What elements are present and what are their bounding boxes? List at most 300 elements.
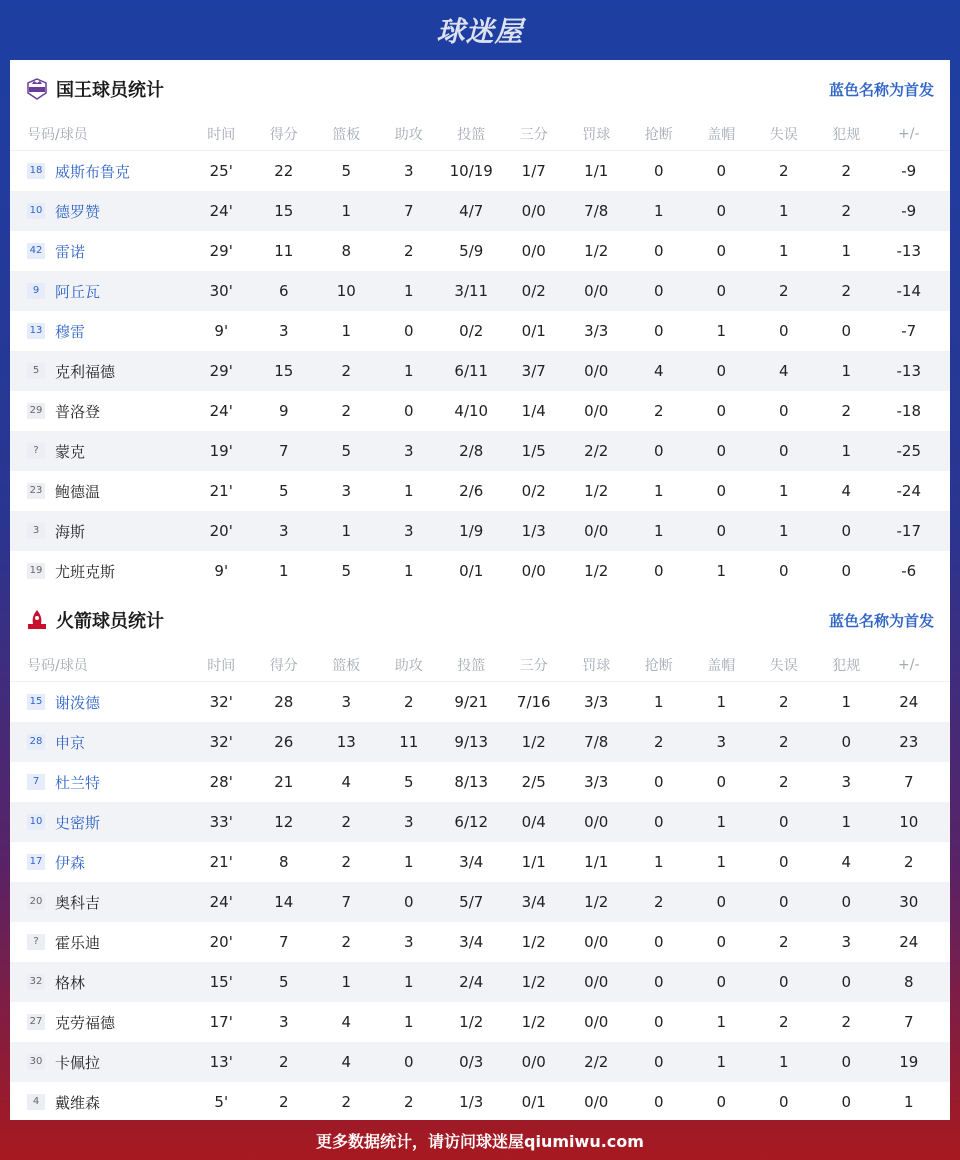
section-title: 火箭球员统计 (56, 611, 164, 632)
stat-cell: 2/5 (521, 773, 546, 791)
starter-legend: 蓝色名称为首发 (828, 80, 934, 99)
stat-cell: 1 (716, 853, 727, 871)
header-cell: 失误 (769, 658, 798, 674)
stat-cell: 1 (403, 482, 414, 500)
stat-cell: 10 (899, 813, 919, 831)
stat-cell: 0 (778, 402, 789, 420)
player-name[interactable]: 威斯布鲁克 (55, 162, 131, 181)
player-cell (10, 1052, 190, 1073)
stat-cell: 2 (341, 813, 352, 831)
player-name[interactable]: 谢泼德 (55, 693, 101, 712)
stat-cell: 4 (341, 773, 352, 791)
stat-cell: 3 (403, 442, 414, 460)
stat-cell: 2 (778, 1013, 789, 1031)
header-cell: 抢断 (644, 127, 673, 143)
stat-cell: 25' (209, 162, 233, 180)
stat-cell: 0/0 (584, 402, 609, 420)
stat-cell: 24 (899, 933, 919, 951)
stat-cell: 7 (341, 893, 352, 911)
stat-cell: 20' (209, 933, 233, 951)
stat-cell: 2 (653, 733, 664, 751)
stat-cell: 2 (403, 242, 414, 260)
stat-cell: 3/4 (459, 933, 484, 951)
stat-cell: 0 (841, 893, 852, 911)
stat-cell: 2/6 (459, 482, 484, 500)
table-row (10, 802, 950, 842)
stat-cell: 7 (903, 1013, 914, 1031)
stat-cell: 8 (278, 853, 289, 871)
stat-cell: 0/0 (521, 562, 546, 580)
stat-cell: 1/2 (521, 973, 546, 991)
stat-cell: 17' (209, 1013, 233, 1031)
stat-cell: 5 (341, 442, 352, 460)
stat-cell: 0 (778, 1093, 789, 1111)
stat-cell: 3 (403, 933, 414, 951)
stat-cell: 0 (716, 402, 727, 420)
jersey-number: 7 (27, 774, 45, 790)
header-cell: +/- (898, 657, 920, 673)
header-cell: 篮板 (332, 127, 361, 143)
section-title-group (26, 76, 164, 102)
stat-cell: 2 (841, 162, 852, 180)
stat-cell: 4 (778, 362, 789, 380)
stat-cell: 1 (341, 522, 352, 540)
stat-cell: 15' (209, 973, 233, 991)
stat-cell: 0 (653, 562, 664, 580)
stat-cell: 7 (278, 933, 289, 951)
player-name[interactable]: 伊森 (55, 853, 86, 872)
stat-cell: 1 (403, 562, 414, 580)
stat-cell: 1/1 (584, 853, 609, 871)
table-row (10, 682, 950, 722)
stat-cell: 1 (403, 973, 414, 991)
stat-cell: 3 (841, 773, 852, 791)
team-section-rockets (10, 591, 950, 1122)
stat-cell: 0 (653, 813, 664, 831)
stat-cell: 3 (841, 933, 852, 951)
jersey-number: 42 (27, 243, 45, 259)
starter-legend: 蓝色名称为首发 (828, 611, 934, 630)
stat-cell: 5/7 (459, 893, 484, 911)
stat-cell: 0 (653, 933, 664, 951)
stat-cell: 0 (653, 1093, 664, 1111)
stats-panel (10, 60, 950, 1120)
stat-cell: 1/2 (521, 733, 546, 751)
stat-cell: 4/7 (459, 202, 484, 220)
stat-cell: 3 (278, 522, 289, 540)
player-cell (10, 772, 190, 793)
jersey-number: 10 (27, 203, 45, 219)
stat-cell: 7/8 (584, 733, 609, 751)
stat-cell: 0 (841, 733, 852, 751)
stat-cell: 0/2 (459, 322, 484, 340)
stat-cell: 1/4 (521, 402, 546, 420)
player-cell (10, 281, 190, 302)
player-name[interactable]: 克利福德 (55, 362, 116, 381)
stat-cell: 1/2 (459, 1013, 484, 1031)
player-name[interactable]: 穆雷 (55, 322, 86, 341)
stat-cell: 1/3 (459, 1093, 484, 1111)
stat-cell: 2 (841, 402, 852, 420)
jersey-number: 5 (27, 363, 45, 379)
stat-cell: 3/4 (521, 893, 546, 911)
player-cell (10, 241, 190, 262)
player-cell (10, 321, 190, 342)
stat-cell: 19 (899, 1053, 919, 1071)
stat-cell: 28' (209, 773, 233, 791)
stat-cell: 11 (399, 733, 419, 751)
stat-cell: -6 (901, 562, 917, 580)
stat-cell: 1/3 (521, 522, 546, 540)
site-logo: 球迷屋 (436, 15, 524, 48)
stat-cell: 0/0 (584, 522, 609, 540)
stat-cell: 30' (209, 282, 233, 300)
table-row (10, 1082, 950, 1122)
stat-cell: 2/4 (459, 973, 484, 991)
stat-cell: 1 (778, 242, 789, 260)
stat-cell: 13' (209, 1053, 233, 1071)
stat-cell: 1 (653, 482, 664, 500)
stat-cell: 1 (716, 1053, 727, 1071)
stat-cell: 2 (341, 853, 352, 871)
jersey-number: 17 (27, 854, 45, 870)
table-row (10, 271, 950, 311)
stat-cell: 0 (716, 242, 727, 260)
stat-cell: 14 (274, 893, 294, 911)
stat-cell: 2 (778, 282, 789, 300)
stat-cell: -9 (901, 162, 917, 180)
stat-cell: 0 (841, 562, 852, 580)
stat-cell: 1 (841, 362, 852, 380)
stat-cell: 0 (778, 973, 789, 991)
stat-cell: 1 (778, 522, 789, 540)
header-cell: 罚球 (582, 658, 611, 674)
stat-cell: 5 (278, 482, 289, 500)
stat-cell: 9/13 (454, 733, 489, 751)
stat-cell: 8/13 (454, 773, 489, 791)
stat-cell: 2 (841, 282, 852, 300)
stat-cell: 15 (274, 202, 294, 220)
header-cell: 投篮 (457, 658, 486, 674)
player-cell (10, 361, 190, 382)
stat-cell: 1 (653, 693, 664, 711)
stat-cell: 0 (716, 773, 727, 791)
stat-cell: 7/8 (584, 202, 609, 220)
stat-cell: 32' (209, 693, 233, 711)
stat-cell: 3 (403, 162, 414, 180)
jersey-number: 27 (27, 1014, 45, 1030)
stat-cell: 0 (403, 322, 414, 340)
stat-cell: 5/9 (459, 242, 484, 260)
header-cell: 投篮 (457, 127, 486, 143)
stat-cell: 0 (403, 402, 414, 420)
jersey-number: 32 (27, 974, 45, 990)
stat-cell: 0/0 (521, 202, 546, 220)
stat-cell: 1/1 (584, 162, 609, 180)
stat-cell: 3/3 (584, 693, 609, 711)
stat-cell: 2 (341, 402, 352, 420)
stat-cell: 2 (778, 773, 789, 791)
jersey-number: 30 (27, 1054, 45, 1070)
section-title-group (26, 607, 164, 633)
stat-cell: 1/2 (521, 1013, 546, 1031)
player-cell (10, 732, 190, 753)
stat-cell: 7/16 (516, 693, 551, 711)
team-section-kings (10, 60, 950, 591)
header-cell: 失误 (769, 127, 798, 143)
jersey-number: 15 (27, 694, 45, 710)
stat-cell: 3 (716, 733, 727, 751)
player-cell (10, 972, 190, 993)
jersey-number: 29 (27, 403, 45, 419)
jersey-number: 4 (27, 1094, 45, 1110)
stat-cell: 0/0 (584, 362, 609, 380)
stat-cell: 28 (274, 693, 294, 711)
jersey-number: 23 (27, 483, 45, 499)
stat-cell: 0 (653, 1013, 664, 1031)
stat-cell: 0/0 (521, 1053, 546, 1071)
stat-cell: 1 (403, 362, 414, 380)
stat-cell: 0 (653, 973, 664, 991)
stat-cell: 0 (716, 522, 727, 540)
stat-cell: 1/9 (459, 522, 484, 540)
stat-cell: 3 (341, 693, 352, 711)
stat-cell: 20' (209, 522, 233, 540)
stat-cell: 1 (341, 322, 352, 340)
stat-cell: 13 (336, 733, 356, 751)
player-cell (10, 161, 190, 182)
stat-cell: 1/2 (584, 893, 609, 911)
player-name[interactable]: 奥科吉 (55, 893, 101, 912)
table-row (10, 391, 950, 431)
stat-cell: -24 (896, 482, 921, 500)
stat-cell: 21' (209, 482, 233, 500)
header-cell: 盖帽 (707, 127, 736, 143)
header-cell: 时间 (207, 658, 236, 674)
stat-cell: 10 (336, 282, 356, 300)
header-cell: 助攻 (394, 658, 423, 674)
table-row (10, 311, 950, 351)
footer-banner[interactable]: 更多数据统计，请访问球迷屋qiumiwu.com (316, 1131, 644, 1151)
stat-cell: 2 (841, 202, 852, 220)
stat-cell: 10/19 (449, 162, 493, 180)
stat-cell: 3/3 (584, 773, 609, 791)
stat-cell: 24' (209, 202, 233, 220)
stat-cell: 1 (403, 853, 414, 871)
table-row (10, 351, 950, 391)
table-row (10, 551, 950, 591)
rockets-logo-icon (26, 609, 48, 631)
stat-cell: 1 (653, 853, 664, 871)
stat-cell: 8 (341, 242, 352, 260)
header-cell: 抢断 (644, 658, 673, 674)
player-cell (10, 1012, 190, 1033)
section-title: 国王球员统计 (56, 80, 164, 101)
stat-cell: 3/7 (521, 362, 546, 380)
stat-cell: 11 (274, 242, 294, 260)
player-name[interactable]: 阿丘瓦 (55, 282, 101, 301)
header-player: 号码/球员 (27, 127, 88, 143)
stat-cell: 0 (403, 893, 414, 911)
stat-cell: 1 (341, 202, 352, 220)
header-cell: 三分 (519, 127, 548, 143)
stat-cell: 7 (278, 442, 289, 460)
stat-cell: 2 (778, 933, 789, 951)
jersey-number: 28 (27, 734, 45, 750)
jersey-number: 19 (27, 563, 45, 579)
header-cell: 犯规 (832, 658, 861, 674)
jersey-number: 9 (27, 283, 45, 299)
player-name[interactable]: 鲍德温 (55, 482, 101, 501)
stat-cell: 1 (716, 813, 727, 831)
player-name[interactable]: 史密斯 (55, 813, 101, 832)
stat-cell: 3 (341, 482, 352, 500)
table-row (10, 231, 950, 271)
stat-cell: 1 (278, 562, 289, 580)
stat-cell: -7 (901, 322, 917, 340)
player-name[interactable]: 申京 (55, 733, 86, 752)
table-header (10, 649, 950, 681)
stat-cell: 1/2 (584, 562, 609, 580)
header-cell: 盖帽 (707, 658, 736, 674)
header-cell: 得分 (269, 127, 298, 143)
stat-cell: 1/7 (521, 162, 546, 180)
stat-cell: 3/11 (454, 282, 489, 300)
player-name[interactable]: 霍乐迪 (55, 933, 101, 952)
table-row (10, 722, 950, 762)
stat-cell: 0 (778, 322, 789, 340)
player-name[interactable]: 格林 (55, 973, 86, 992)
section-header (10, 60, 950, 118)
stat-cell: 33' (209, 813, 233, 831)
stat-cell: 5 (341, 562, 352, 580)
stat-cell: 4 (653, 362, 664, 380)
stat-cell: -25 (896, 442, 921, 460)
stat-cell: 0 (841, 973, 852, 991)
stat-cell: 32' (209, 733, 233, 751)
player-name[interactable]: 杜兰特 (55, 773, 101, 792)
stat-cell: 7 (903, 773, 914, 791)
stat-cell: 1 (716, 322, 727, 340)
stat-cell: 0/1 (521, 322, 546, 340)
player-name[interactable]: 戴维森 (55, 1093, 101, 1112)
stat-cell: 1 (653, 522, 664, 540)
stat-cell: 5' (214, 1093, 229, 1111)
stat-cell: 5 (341, 162, 352, 180)
player-name[interactable]: 蒙克 (55, 442, 86, 461)
stat-cell: 3/4 (459, 853, 484, 871)
stat-cell: 0 (841, 1053, 852, 1071)
stat-cell: 1 (403, 1013, 414, 1031)
stat-cell: 1 (778, 1053, 789, 1071)
jersey-number: ? (27, 443, 45, 459)
stat-cell: 0 (778, 562, 789, 580)
stat-cell: 12 (274, 813, 294, 831)
stat-cell: 2 (653, 402, 664, 420)
stat-cell: 1 (341, 973, 352, 991)
stat-cell: -14 (896, 282, 921, 300)
stat-cell: 0/0 (584, 933, 609, 951)
stat-cell: 0/0 (584, 1093, 609, 1111)
stat-cell: 26 (274, 733, 294, 751)
player-name[interactable]: 雷诺 (55, 242, 86, 261)
player-name[interactable]: 尤班克斯 (55, 562, 116, 581)
stat-cell: 0 (716, 933, 727, 951)
header-cell: 时间 (207, 127, 236, 143)
stat-cell: 2 (341, 362, 352, 380)
stat-cell: 24 (899, 693, 919, 711)
stat-cell: 0 (716, 162, 727, 180)
stat-cell: 2 (403, 693, 414, 711)
stat-cell: 2/8 (459, 442, 484, 460)
stat-cell: 1 (841, 242, 852, 260)
stat-cell: 0 (778, 442, 789, 460)
stat-cell: 1 (716, 1013, 727, 1031)
stat-cell: 23 (899, 733, 919, 751)
stat-cell: 0 (716, 973, 727, 991)
stat-cell: 4 (841, 853, 852, 871)
stat-cell: 9' (214, 322, 229, 340)
stat-cell: 7 (403, 202, 414, 220)
stat-cell: 0 (716, 282, 727, 300)
player-name[interactable]: 海斯 (55, 522, 86, 541)
stat-cell: 1 (778, 202, 789, 220)
stat-cell: 1/2 (521, 933, 546, 951)
player-name[interactable]: 普洛登 (55, 402, 101, 421)
stat-cell: 0 (778, 813, 789, 831)
player-cell (10, 561, 190, 582)
player-cell (10, 852, 190, 873)
stat-cell: 9 (278, 402, 289, 420)
stat-cell: 4 (341, 1013, 352, 1031)
stat-cell: -13 (896, 242, 921, 260)
stat-cell: 2 (341, 933, 352, 951)
player-name[interactable]: 德罗赞 (55, 202, 101, 221)
player-cell (10, 932, 190, 953)
stat-cell: 0/1 (521, 1093, 546, 1111)
stat-cell: 0 (653, 242, 664, 260)
stat-cell: 2 (341, 1093, 352, 1111)
stat-cell: -13 (896, 362, 921, 380)
stat-cell: 0 (716, 1093, 727, 1111)
stat-cell: 1/2 (584, 242, 609, 260)
stat-cell: 2 (653, 893, 664, 911)
stat-cell: 2 (903, 853, 914, 871)
stat-cell: 0/0 (521, 242, 546, 260)
stat-cell: 1/1 (521, 853, 546, 871)
stat-cell: 0 (403, 1053, 414, 1071)
table-row (10, 1002, 950, 1042)
stat-cell: 29' (209, 362, 233, 380)
stat-cell: -17 (896, 522, 921, 540)
stat-cell: 1/5 (521, 442, 546, 460)
stat-cell: 0 (653, 282, 664, 300)
player-name[interactable]: 克劳福德 (55, 1013, 116, 1032)
player-cell (10, 1092, 190, 1113)
jersey-number: ? (27, 934, 45, 950)
stat-cell: 2/2 (584, 442, 609, 460)
stat-cell: 3 (403, 813, 414, 831)
jersey-number: 13 (27, 323, 45, 339)
player-name[interactable]: 卡佩拉 (55, 1053, 101, 1072)
stat-cell: 2 (778, 162, 789, 180)
stat-cell: 6/11 (454, 362, 489, 380)
stat-cell: 3 (278, 1013, 289, 1031)
stat-cell: 1 (841, 813, 852, 831)
header-cell: 罚球 (582, 127, 611, 143)
table-row (10, 842, 950, 882)
stat-cell: 1/2 (584, 482, 609, 500)
